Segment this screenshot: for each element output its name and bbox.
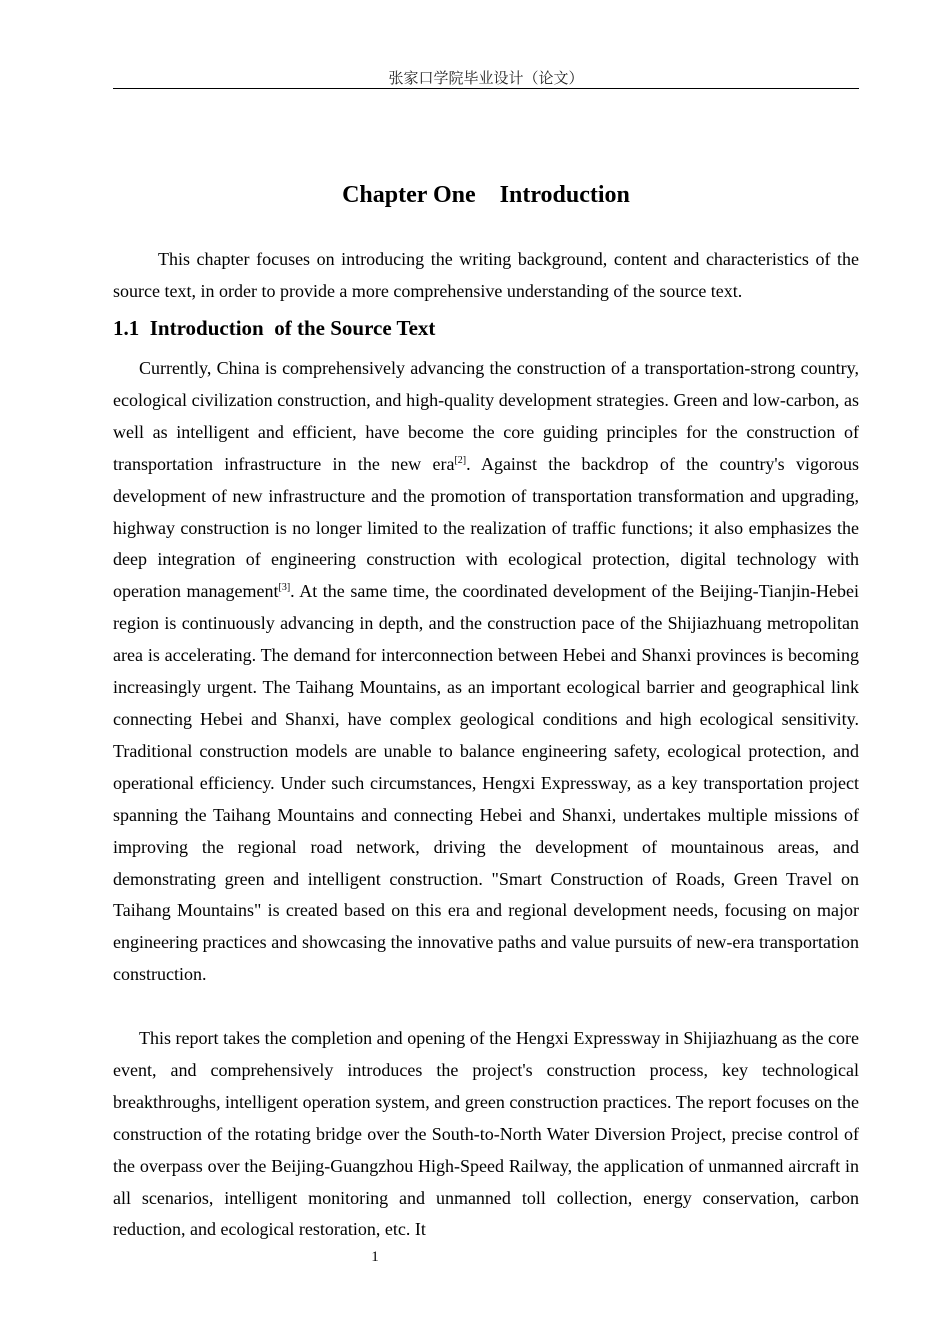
running-header: 张家口学院毕业设计（论文） <box>388 69 584 87</box>
citation-ref-2: [2] <box>454 454 467 466</box>
intro-paragraph: This chapter focuses on introducing the writing background, content and characteristics of the source text, in order to provide a more comprehensive understanding of the source text. <box>113 249 859 301</box>
page-number: 1 <box>371 1249 379 1265</box>
paragraph-1-text-b: . Against the backdrop of the country's vigorous development of new infrastructure and the promotion of transportation transformation and upgrading, highway construction is no longer limited to the realization of traffic functions; it also emphasizes the deep integration of engineering construction with ecological protection, digital technology with operation management <box>113 453 859 602</box>
body-paragraph-1 <box>113 353 859 991</box>
section-heading: 1.1 Introduction of the Source Text <box>113 316 436 340</box>
paragraph-1-text-a: Currently, China is comprehensively advancing the construction of a transportation-strong country, ecological civilization construction, and high-quality development strategies. Green and low-carbon, as well as intelligent and efficient, have become the core guiding principles for the construction of transportation infrastructure in the new era <box>113 358 859 474</box>
body-paragraph-2: This report takes the completion and opening of the Hengxi Expressway in Shijiazhuang as the core event, and comprehensively introduces the project's construction process, key technological breakthroughs, intelligent operation system, and green construction practices. The report focuses on the construction of the rotating bridge over the South-to-North Water Diversion Project, precise control of the overpass over the Beijing-Guangzhou High-Speed Railway, the application of unmanned aircraft in all scenarios, intelligent monitoring and unmanned toll collection, energy conservation, carbon reduction, and ecological restoration, etc. It <box>113 1028 859 1240</box>
header-rule <box>113 88 859 89</box>
citation-ref-3: [3] <box>278 582 291 594</box>
paragraph-1-text-c: . At the same time, the coordinated development of the Beijing-Tianjin-Hebei region is continuously advancing in depth, and the construction pace of the Shijiazhuang metropolitan area is accelerating. The demand for interconnection between Hebei and Shanxi provinces is becoming increasingly urgent. The Taihang Mountains, as an important ecological barrier and geographical link connecting Hebei and Shanxi, have complex geological conditions and high ecological sensitivity. Traditional construction models are unable to balance engineering safety, ecological protection, and operational efficiency. Under such circumstances, Hengxi Expressway, as a key transportation project spanning the Taihang Mountains and connecting Hebei and Shanxi, undertakes multiple missions of improving the regional road network, driving the development of mountainous areas, and demonstrating green and intelligent construction. "Smart Construction of Roads, Green Travel on Taihang Mountains" is created based on this era and regional development needs, focusing on major engineering practices and showcasing the innovative paths and value pursuits of new-era transportation construction. <box>113 581 859 985</box>
chapter-title: Chapter One Introduction <box>342 182 630 208</box>
